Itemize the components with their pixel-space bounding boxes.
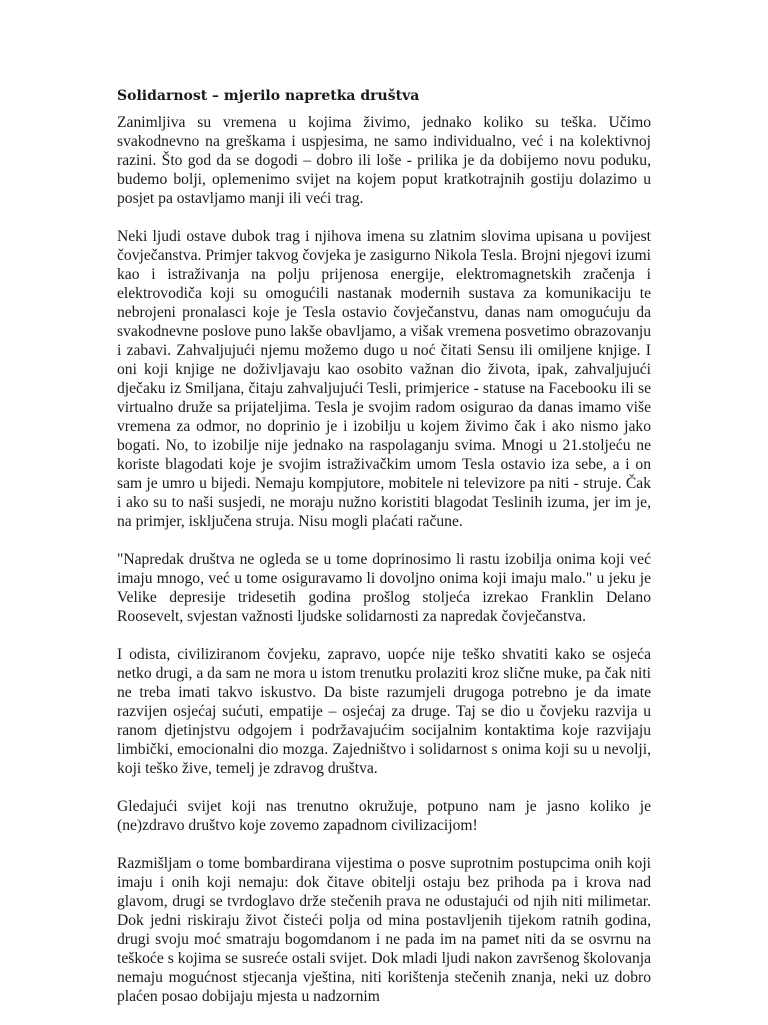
document-title: Solidarnost – mjerilo napretka društva [117,88,420,104]
paragraph-2: Neki ljudi ostave dubok trag i njihova imena su zlatnim slovima upisana u povijest čovječanstva. Primjer takvog čovjeka je zasigurno Nikola Tesla. Brojni njegovi izumi kao i istraživanja na polju prijenosa energije, elektromagnetskih zračenja i elektrovodiča koji su omogućili nastanak modernih sustava za komunikaciju te nebrojeni pronalasci koje je Tesla ostavio čovječanstvu, danas nam omogućuju da svakodnevne poslove puno lakše obavljamo, a višak vremena posvetimo obrazovanju i zabavi. Zahvaljujući njemu možemo dugo u noć čitati Sensu ili omiljene knjige. I oni koji knjige ne doživljavaju kao osobito važnan dio života, ipak, zahvaljujući dječaku iz Smiljana, čitaju zahvaljujući Tesli, primjerice - statuse na Facebooku ili se virtualno druže sa prijateljima. Tesla je svojim radom osigurao da danas imamo više vremena za odmor, no doprinio je i izobilju u kojem živimo čak i ako nismo jako bogati. No, to izobilje nije jednako na raspolaganju svima. Mnogi u 21.stoljeću ne koriste blagodati koje je svojim istraživačkim umom Tesla ostavio iza sebe, a i on sam je umro u bijedi. Nemaju kompjutore, mobitele ni televizore pa niti - struje. Čak i ako su to naši susjedi, ne moraju nužno koristiti blagodat Teslinih izuma, jer im je, na primjer, isključena struja. Nisu mogli plaćati račune. [117,228,651,530]
paragraph-5: Gledajući svijet koji nas trenutno okružuje, potpuno nam je jasno koliko je (ne)zdravo društvo koje zovemo zapadnom civilizacijom! [117,798,651,834]
paragraph-6: Razmišljam o tome bombardirana vijestima o posve suprotnim postupcima onih koji imaju i onih koji nemaju: dok čitave obitelji ostaju bez prihoda pa i krova nad glavom, drugi se tvrdoglavo drže stečenih prava ne odustajući od njih niti milimetar. Dok jedni riskiraju život čisteći polja od mina postavljenih tijekom ratnih godina, drugi svoju moć smatraju bogomdanom i ne pada im na pamet niti da se osvrnu na teškoće s kojima se susreće ostali svijet. Dok mladi ljudi nakon završenog školovanja nemaju mogućnost stjecanja vještina, niti korištenja stečenih znanja, neki uz dobro plaćen posao dobijaju mjesta u nadzornim [117,855,651,1005]
paragraph-1: Zanimljiva su vremena u kojima živimo, jednako koliko su teška. Učimo svakodnevno na greškama i uspjesima, ne samo individualno, već i na kolektivnoj razini. Što god da se dogodi – dobro ili loše - prilika je da dobijemo novu poduku, budemo bolji, oplemenimo svijet na kojem poput kratkotrajnih gostiju dolazimo u posjet pa ostavljamo manji ili veći trag. [117,114,651,207]
paragraph-3: "Napredak društva ne ogleda se u tome doprinosimo li rastu izobilja onima koji već imaju mnogo, već u tome osiguravamo li dovoljno onima koji imaju malo." u jeku je Velike depresije tridesetih godina prošlog stoljeća izrekao Franklin Delano Roosevelt, svjestan važnosti ljudske solidarnosti za napredak čovječanstva. [117,551,651,625]
paragraph-4: I odista, civiliziranom čovjeku, zapravo, uopće nije teško shvatiti kako se osjeća netko drugi, a da sam ne mora u istom trenutku prolaziti kroz slične muke, pa čak niti ne treba imati takvo iskustvo. Da biste razumjeli drugoga potrebno je da imate razvijen osjećaj sućuti, empatije – osjećaj za druge. Taj se dio u čovjeku razvija u ranom djetinjstvu odgojem i podržavajućim socijalnim kontaktima koje razvijaju limbički, emocionalni dio mozga. Zajedništvo i solidarnost s onima koji su u nevolji, koji teško žive, temelj je zdravog društva. [117,646,651,777]
document-page [117,87,651,1025]
